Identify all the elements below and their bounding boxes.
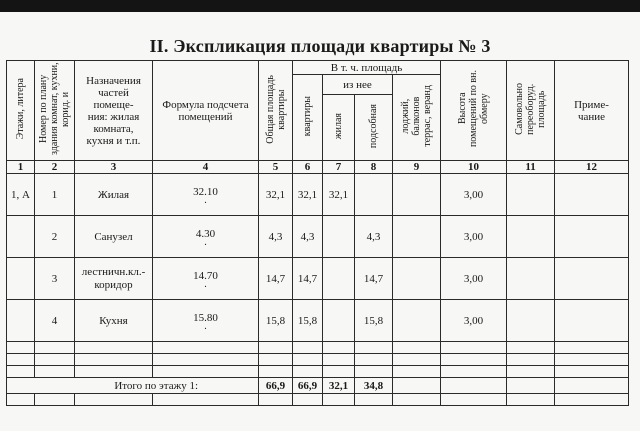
header-purpose: Назначения частей помеще- ния: жилая комната, кухня и т.п. [75, 61, 153, 161]
header-plan-number: Номер по плану здания комнат, кухни, корид. и [35, 61, 75, 161]
header-balcony: лоджий, балконов террас, веранд [393, 75, 441, 161]
column-number-row: 1 2 3 4 5 6 7 8 9 10 11 12 [7, 161, 629, 174]
table-row: 4 Кухня 15.80 . 15,8 15,8 15,8 3,00 [7, 300, 629, 342]
total-row: Итого по этажу 1: 66,9 66,9 32,1 34,8 [7, 378, 629, 394]
empty-row [7, 366, 629, 378]
header-subgroup: из нее [323, 75, 393, 95]
empty-row [7, 342, 629, 354]
header-living: жилая [323, 95, 355, 161]
header-height: Высота помещений по вн. обмеру [441, 61, 507, 161]
table-row: 1, А 1 Жилая 32.10 . 32,1 32,1 32,1 3,00 [7, 174, 629, 216]
header-unauthorized: Самовольно переоборуд. площадь [507, 61, 555, 161]
table-row: 2 Санузел 4.30 . 4,3 4,3 4,3 3,00 [7, 216, 629, 258]
document-title: II. Экспликация площади квартиры № 3 [149, 36, 491, 56]
header-auxiliary: подсобная [355, 95, 393, 161]
header-group-area: В т. ч. площадь [293, 61, 441, 75]
header-total-area: Общая площадь квартиры [259, 61, 293, 161]
header-note: Приме- чание [555, 61, 629, 161]
header-flat-area: квартиры [293, 75, 323, 161]
header-formula: Формула подсчета помещений [153, 61, 259, 161]
header-floor: Этажи, литера [7, 61, 35, 161]
table-row: 3 лестничн.кл.- коридор 14.70 . 14,7 14,7 14,7 3,00 [7, 258, 629, 300]
empty-row [7, 354, 629, 366]
explication-table [6, 60, 629, 406]
empty-row [7, 394, 629, 406]
scan-top-border [0, 0, 640, 12]
